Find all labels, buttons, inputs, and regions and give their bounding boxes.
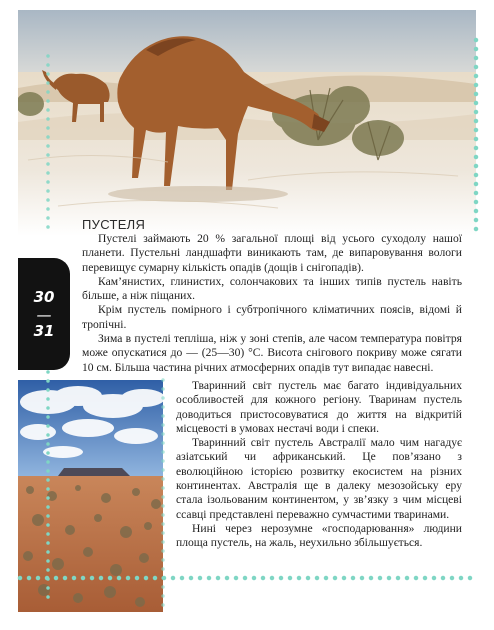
paragraph: Тваринний світ пустель Австралії мало чим нагадує азіатський чи африканський. Це пов’язано з еволюційною історією розвитку екосистем на різних континентах. Австралія ще в далеку мезозойську еру стала ізольованим континентом, у зв’язку з чим місцеві ссавці представлені переважно сумчастими тваринами. xyxy=(176,436,462,521)
page-number-bottom: 31 xyxy=(33,322,55,340)
page-number-top: 30 xyxy=(33,288,55,306)
paragraph: Крім пустель помірного і субтропічного кліматичних поясів, відомі й тропічні. xyxy=(82,303,462,331)
article-body-top xyxy=(82,232,462,375)
paragraph: Кам’янистих, глинистих, солончакових та інших типів пустель навіть більше, а ніж піщаних. xyxy=(82,274,462,303)
paragraph: Нині через нерозумне «господарювання» людини площа пустель, на жаль, неухильно збільшується. xyxy=(176,521,462,550)
australian-desert-photo xyxy=(18,380,163,612)
article-body-bottom xyxy=(176,379,462,551)
paragraph: Зима в пустелі тепліша, ніж у зоні степів, але часом температура повітря може опускатися до — (25—30) °С. Висота снігового покриву може сягати 10 см. Більша частина річних атмосферних опадів тут випадає навесні. xyxy=(82,332,462,374)
paragraph: Пустелі займають 20 % загальної площі від усього суходолу нашої планети. Пустельні ландшафти виникають там, де випаровування вологи перевищує сумарну кількість опадів (дощів і снігопадів). xyxy=(82,232,462,274)
page-number-tab xyxy=(18,258,70,370)
desert-camel-photo xyxy=(18,10,476,236)
paragraph: Тваринний світ пустель має багато індивідуальних особливостей для кожного регіону. Тваринам пустель доводиться пристосовуватися до життя на відкритій місцевості в умовах нестачі води і спеки. xyxy=(176,379,462,435)
page-number-separator: — xyxy=(36,306,52,324)
article-title: ПУСТЕЛЯ xyxy=(82,217,146,232)
